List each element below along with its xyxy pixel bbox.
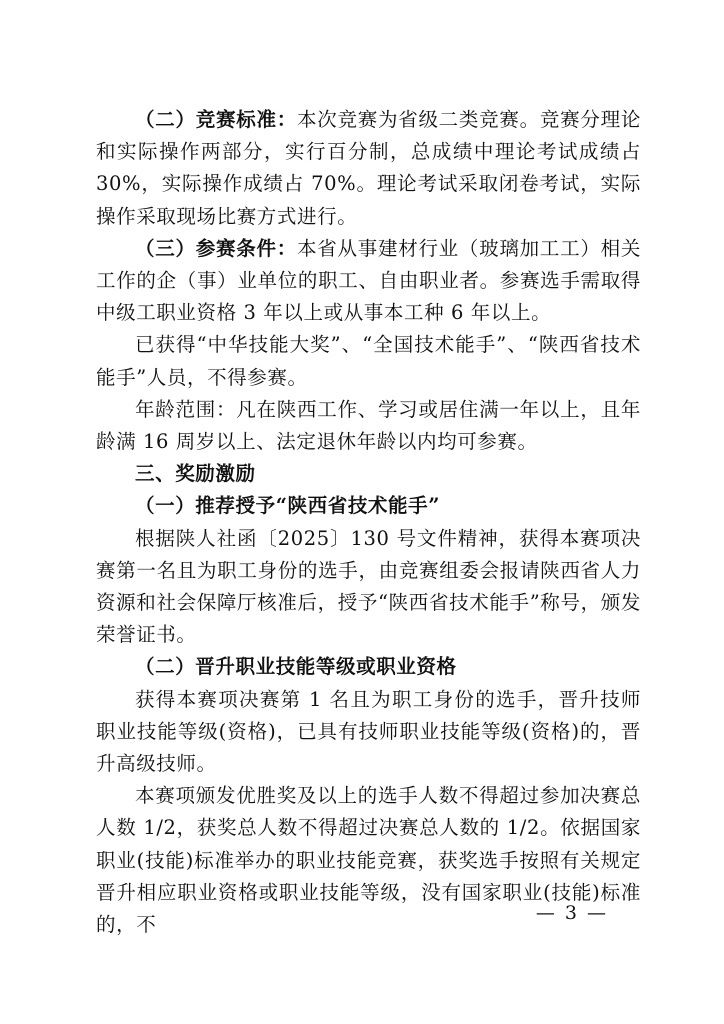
section-title-rewards: 三、奖励激励 [135, 462, 256, 486]
label-competition-standard: （二）竞赛标准： [135, 108, 297, 131]
subsection-title-promotion: （二）晋升职业技能等级或职业资格 [135, 655, 457, 679]
label-entry-conditions: （三）参赛条件： [135, 236, 297, 260]
subsection-title-recommend: （一）推荐授予“陕西省技术能手” [135, 494, 441, 518]
page-number: — 3 — [535, 902, 608, 924]
text-entry-conditions: 本省从事建材行业（玻璃加工工）相关工作的企（事）业单位的职工、自由职业者。参赛选手需取得中级工职业资格 3 年以上或从事本工种 6 年以上。 [96, 236, 641, 325]
paragraph-competition-standard [96, 104, 641, 233]
paragraph-age-range: 年龄范围：凡在陕西工作、学习或居住满一年以上，且年龄满 16 周岁以上、法定退休年龄以内均可参赛。 [96, 397, 641, 454]
paragraph-entry-conditions [96, 233, 641, 330]
paragraph-award-limits: 本赛项颁发优胜奖及以上的选手人数不得超过参加决赛总人数 1/2，获奖总人数不得超过决赛总人数的 1/2。依据国家职业(技能)标准举办的职业技能竞赛，获奖选手按照有关规定晋升相应职业资格或职业技能等级，没有国家职业(技能)标准的，不 [96, 784, 641, 937]
paragraph-recommend-detail: 根据陕人社函〔2025〕130 号文件精神，获得本赛项决赛第一名且为职工身份的选手，由竞赛组委会报请陕西省人力资源和社会保障厅核准后，授予“陕西省技术能手”称号，颁发荣誉证书。 [96, 526, 641, 647]
paragraph-promotion-detail: 获得本赛项决赛第 1 名且为职工身份的选手，晋升技师职业技能等级(资格)，已具有技师职业技能等级(资格)的，晋升高级技师。 [96, 687, 641, 776]
body-text [96, 104, 641, 941]
text-competition-standard: 本次竞赛为省级二类竞赛。竞赛分理论和实际操作两部分，实行百分制，总成绩中理论考试成绩占 30%，实际操作成绩占 70%。理论考试采取闭卷考试，实际操作采取现场比赛方式进行。 [96, 108, 641, 228]
paragraph-excluded-winners: 已获得“中华技能大奖”、“全国技术能手”、“陕西省技术能手”人员，不得参赛。 [96, 333, 641, 389]
